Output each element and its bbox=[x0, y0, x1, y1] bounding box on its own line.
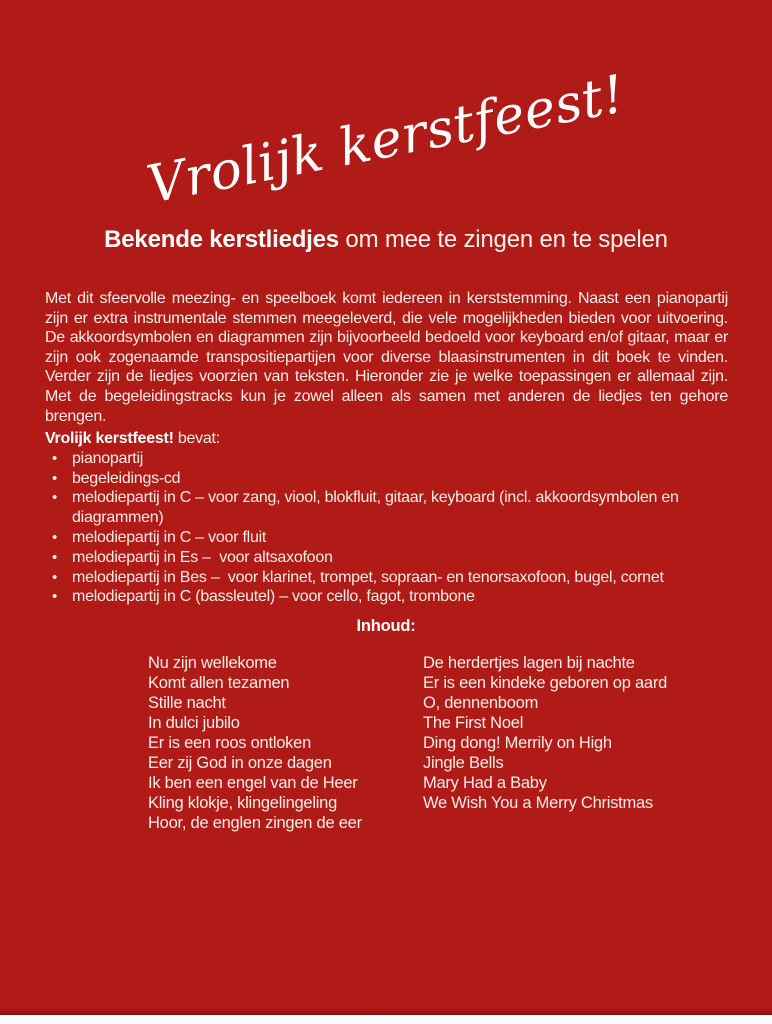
song-item: Ik ben een engel van de Heer bbox=[148, 774, 358, 792]
song-item: Er is een roos ontloken bbox=[148, 734, 312, 752]
contains-heading-rest: bevat: bbox=[173, 430, 220, 447]
contents-heading: Inhoud: bbox=[356, 617, 416, 635]
list-item bbox=[45, 469, 745, 489]
song-list-left-column bbox=[148, 653, 362, 833]
list-item-text: begeleidings-cd bbox=[72, 469, 181, 487]
list-item-text: melodiepartij in C – voor fluit bbox=[72, 528, 267, 546]
song-item: Jingle Bells bbox=[423, 754, 504, 772]
list-item bbox=[45, 488, 745, 528]
song-item: Er is een kindeke geboren op aard bbox=[423, 674, 668, 692]
contains-heading-emphasis: Vrolijk kerstfeest! bbox=[45, 430, 174, 447]
list-item-text: pianopartij bbox=[72, 449, 144, 467]
song-item: Eer zij God in onze dagen bbox=[148, 754, 332, 772]
song-list-right-column bbox=[423, 653, 667, 813]
list-item bbox=[45, 449, 745, 469]
song-item: In dulci jubilo bbox=[148, 714, 240, 732]
page-bottom-shadow bbox=[0, 1008, 772, 1015]
contains-section bbox=[45, 429, 745, 607]
intro-paragraph: Met dit sfeervolle meezing- en speelboek komt iedereen in kerststemming. Naast een pianopartij zijn er extra instrumentale stemmen meegeleverd, die vele mogelijkheden bieden voor uitvoering. De akkoordsymbolen en diagrammen zijn bijvoorbeeld bedoeld voor keyboard en/of gitaar, maar er zijn ook zogenaamde transpositiepartijen voor diverse blaasinstrumenten in dit boek te vinden. Verder zijn de liedjes voorzien van teksten. Hieronder zie je welke toepassingen er allemaal zijn. Met de begeleidingstracks kun je zowel alleen als samen met anderen de liedjes ten gehore brengen. bbox=[45, 290, 728, 425]
list-item-text: melodiepartij in C – voor zang, viool, blokfluit, gitaar, keyboard (incl. akkoordsymbolen en diagrammen) bbox=[72, 489, 683, 527]
list-item bbox=[45, 528, 745, 548]
song-item: We Wish You a Merry Christmas bbox=[423, 794, 653, 812]
song-item: Komt allen tezamen bbox=[148, 674, 290, 692]
bullet-icon: • bbox=[52, 469, 58, 487]
bullet-icon: • bbox=[52, 568, 58, 586]
list-item-text: melodiepartij in Es – voor altsaxofoon bbox=[72, 548, 333, 566]
subtitle-emphasis: Bekende kerstliedjes bbox=[104, 226, 339, 253]
song-item: Ding dong! Merrily on High bbox=[423, 734, 612, 752]
page-bottom-margin bbox=[0, 1015, 772, 1024]
song-item: Mary Had a Baby bbox=[423, 774, 547, 792]
list-item bbox=[45, 548, 745, 568]
song-item: The First Noel bbox=[423, 714, 524, 732]
list-item bbox=[45, 568, 745, 588]
bullet-icon: • bbox=[52, 548, 58, 566]
song-list bbox=[0, 653, 772, 838]
contains-list bbox=[45, 449, 745, 607]
bullet-icon: • bbox=[52, 588, 58, 606]
bullet-icon: • bbox=[52, 449, 58, 467]
subtitle bbox=[0, 226, 772, 254]
song-item: Hoor, de englen zingen de eer bbox=[148, 814, 362, 832]
list-item-text: melodiepartij in C (bassleutel) – voor cello, fagot, trombone bbox=[72, 588, 475, 606]
list-item bbox=[45, 587, 745, 607]
subtitle-rest: om mee te zingen en te spelen bbox=[338, 226, 668, 253]
page-title: Vrolijk kerstfeest! bbox=[142, 64, 630, 216]
bullet-icon: • bbox=[52, 489, 58, 507]
song-item: Kling klokje, klingelingeling bbox=[148, 794, 338, 812]
song-item: De herdertjes lagen bij nachte bbox=[423, 654, 635, 672]
song-item: Stille nacht bbox=[148, 694, 226, 712]
list-item-text: melodiepartij in Bes – voor klarinet, trompet, sopraan- en tenorsaxofoon, bugel, cornet bbox=[72, 568, 664, 586]
song-item: Nu zijn wellekome bbox=[148, 654, 277, 672]
song-item: O, dennenboom bbox=[423, 694, 539, 712]
bullet-icon: • bbox=[52, 528, 58, 546]
contains-heading bbox=[45, 429, 745, 449]
